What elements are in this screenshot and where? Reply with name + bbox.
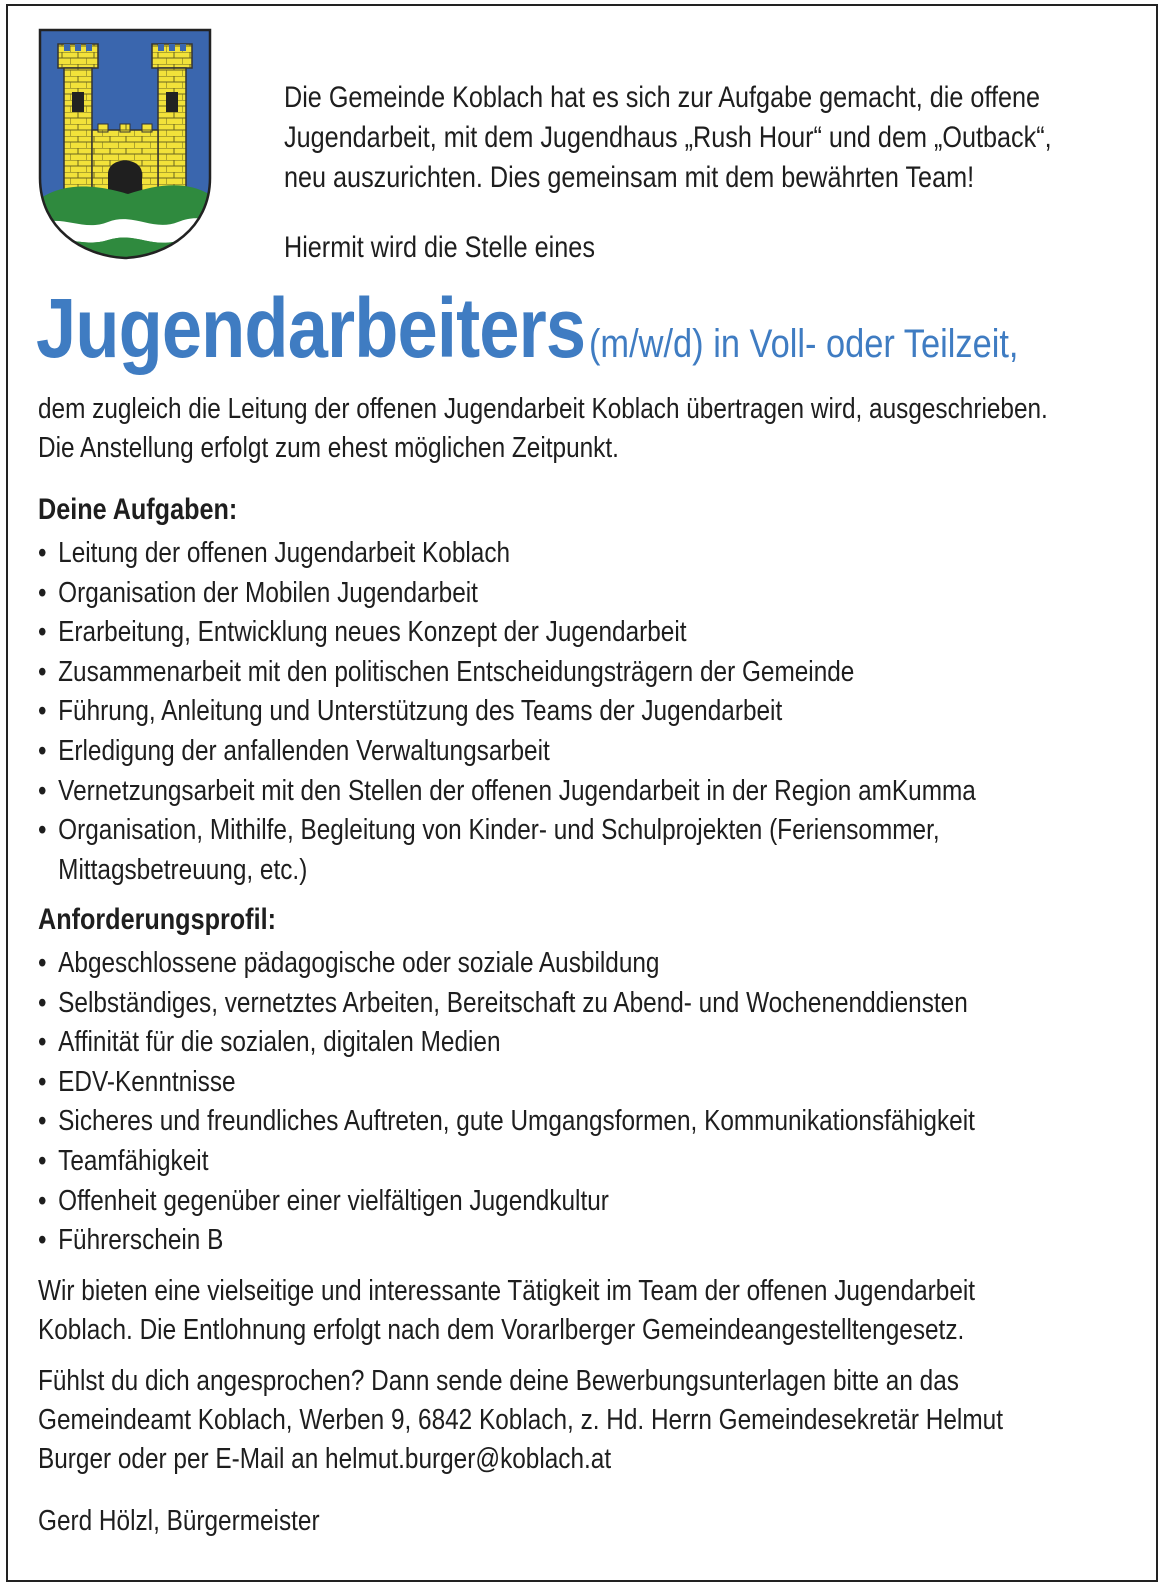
signature: Gerd Hölzl, Bürgermeister (38, 1505, 320, 1537)
list-item: • Organisation, Mithilfe, Begleitung von Kinder- und Schulprojekten (Feriensommer, (38, 811, 976, 851)
list-item-continuation: Mittagsbetreuung, etc.) (58, 853, 308, 886)
list-item: • Erarbeitung, Entwicklung neues Konzept der Jugendarbeit (38, 613, 976, 653)
list-item: • Offenheit gegenüber einer vielfältigen Jugendkultur (38, 1182, 975, 1222)
list-item: • Vernetzungsarbeit mit den Stellen der offenen Jugendarbeit in der Region amKumma (38, 772, 976, 812)
job-title-headline (36, 280, 1168, 377)
list-item: • Zusammenarbeit mit den politischen Entscheidungsträgern der Gemeinde (38, 653, 976, 693)
list-item: • Erledigung der anfallenden Verwaltungsarbeit (38, 732, 976, 772)
job-title-sub: (m/w/d) in Voll- oder Teilzeit, (588, 322, 1019, 366)
hiermit-line: Hiermit wird die Stelle eines (284, 231, 595, 264)
list-item: • Selbständiges, vernetztes Arbeiten, Bereitschaft zu Abend- und Wochenenddiensten (38, 984, 975, 1024)
list-item: • Abgeschlossene pädagogische oder soziale Ausbildung (38, 944, 975, 984)
intro-paragraph (284, 78, 1052, 198)
description-line: Die Anstellung erfolgt zum ehest möglichen Zeitpunkt. (38, 432, 619, 464)
list-item: • Teamfähigkeit (38, 1142, 975, 1182)
list-item: • Leitung der offenen Jugendarbeit Koblach (38, 534, 976, 574)
aufgaben-list (38, 534, 976, 890)
coat-of-arms-icon (38, 28, 212, 260)
anforderungen-list (38, 944, 975, 1261)
list-item: • Sicheres und freundliches Auftreten, gute Umgangsformen, Kommunikationsfähigkeit (38, 1102, 975, 1142)
list-item: • Affinität für die sozialen, digitalen Medien (38, 1023, 975, 1063)
list-item: • Führerschein B (38, 1221, 975, 1261)
section-title-aufgaben: Deine Aufgaben: (38, 493, 238, 526)
description-paragraph (38, 390, 1048, 468)
section-title-anforderungen: Anforderungsprofil: (38, 903, 276, 936)
intro-line: Jugendarbeit, mit dem Jugendhaus „Rush Hour“ und dem „Outback“, (284, 121, 1052, 154)
bewerbung-line: Gemeindeamt Koblach, Werben 9, 6842 Koblach, z. Hd. Herrn Gemeindesekretär Helmut (38, 1404, 1003, 1436)
list-item: • EDV-Kenntnisse (38, 1063, 975, 1103)
angebot-line: Koblach. Die Entlohnung erfolgt nach dem Vorarlberger Gemeindeangestelltengesetz. (38, 1314, 965, 1346)
intro-line: neu auszurichten. Dies gemeinsam mit dem bewährten Team! (284, 161, 975, 194)
bewerbung-line: Burger oder per E-Mail an helmut.burger@koblach.at (38, 1443, 612, 1475)
angebot-paragraph (38, 1272, 975, 1350)
job-title-main: Jugendarbeiters (36, 281, 586, 375)
list-item: • Organisation der Mobilen Jugendarbeit (38, 574, 976, 614)
intro-line: Die Gemeinde Koblach hat es sich zur Aufgabe gemacht, die offene (284, 81, 1041, 114)
description-line: dem zugleich die Leitung der offenen Jugendarbeit Koblach übertragen wird, ausgeschrieben. (38, 393, 1048, 425)
bewerbung-line: Fühlst du dich angesprochen? Dann sende deine Bewerbungsunterlagen bitte an das (38, 1365, 959, 1397)
bewerbung-paragraph (38, 1362, 1003, 1479)
list-item: • Führung, Anleitung und Unterstützung des Teams der Jugendarbeit (38, 692, 976, 732)
angebot-line: Wir bieten eine vielseitige und interessante Tätigkeit im Team der offenen Jugendarbeit (38, 1275, 976, 1307)
